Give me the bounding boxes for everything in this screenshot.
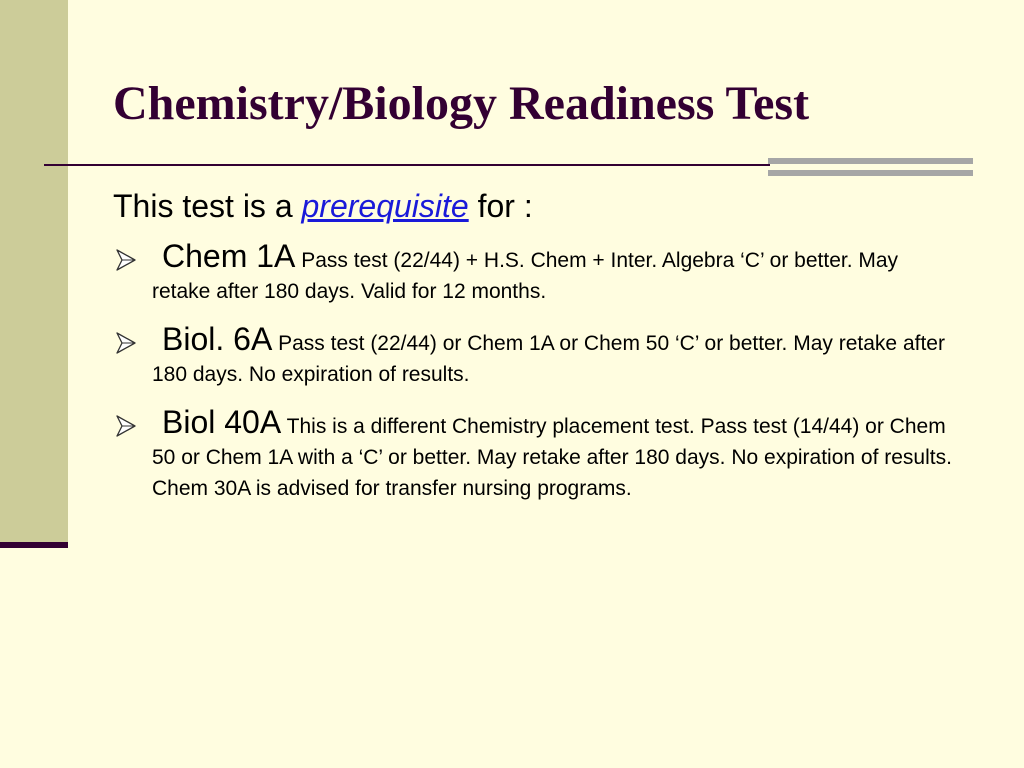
list-item [113, 319, 953, 391]
sidebar-accent-bar [0, 542, 68, 548]
arrow-bullet-icon [115, 249, 137, 271]
list-item [113, 402, 953, 505]
course-requirements: Pass test (22/44) + H.S. Chem + Inter. Algebra ‘C’ or better. May retake after 180 days. Valid for 12 months. [152, 249, 899, 303]
title-divider-accent [768, 158, 973, 180]
bullet-text [152, 236, 953, 308]
title-divider [44, 164, 770, 166]
arrow-bullet-icon [115, 332, 137, 354]
intro-prefix: This test is a [113, 188, 302, 224]
course-requirements: This is a different Chemistry placement test. Pass test (14/44) or Chem 50 or Chem 1A with a ‘C’ or better. May retake after 180 days. No expiration of results. Chem 30A is advised for transfer nursing programs. [152, 415, 952, 500]
course-requirements: Pass test (22/44) or Chem 1A or Chem 50 ‘C’ or better. May retake after 180 days. No expiration of results. [152, 332, 945, 386]
arrow-bullet-icon [115, 415, 137, 437]
course-name: Chem 1A [162, 238, 296, 274]
course-name: Biol 40A [162, 404, 282, 440]
intro-line [113, 186, 533, 226]
bullet-text [152, 319, 953, 391]
intro-suffix: for : [468, 188, 533, 224]
divider-bar-upper [768, 158, 973, 164]
bullet-list [113, 236, 953, 516]
divider-bar-lower [768, 170, 973, 176]
course-name: Biol. 6A [162, 321, 273, 357]
sidebar-panel [0, 0, 68, 544]
list-item [113, 236, 953, 308]
prerequisite-link[interactable]: prerequisite [301, 188, 469, 224]
bullet-text [152, 402, 953, 505]
slide-title: Chemistry/Biology Readiness Test [113, 77, 810, 130]
